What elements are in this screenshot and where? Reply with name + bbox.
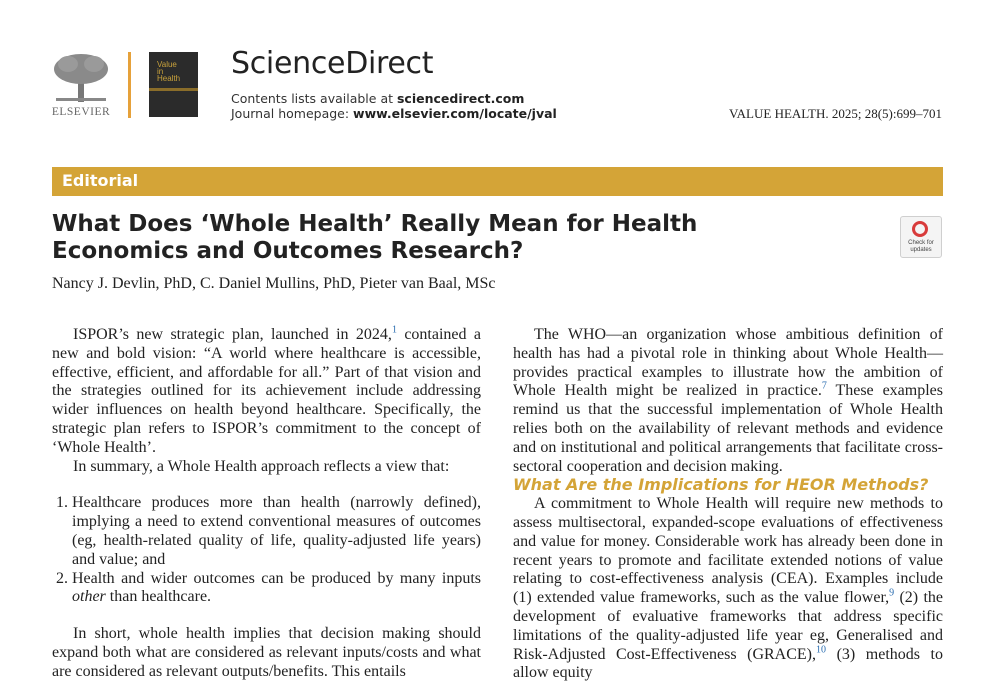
body-column-left: [52, 326, 481, 682]
list-item: 2. Health and wider outcomes can be produced by many inputs other than healthcare.: [72, 570, 481, 608]
journal-homepage-link[interactable]: www.elsevier.com/locate/jval: [353, 106, 557, 121]
paragraph: In summary, a Whole Health approach reflects a view that:: [73, 457, 450, 475]
contents-line: [231, 91, 524, 106]
body-column-right: [513, 326, 943, 683]
article-title: What Does ‘Whole Health’ Really Mean for Health Economics and Outcomes Research?: [52, 211, 698, 264]
numbered-list: [52, 494, 481, 607]
list-item: 1. Healthcare produces more than health (narrowly defined), implying a need to extend conventional measures of outcomes (eg, health-related quality of life, quality-adjusted life years) and value; and: [72, 494, 481, 569]
section-banner: [52, 167, 943, 196]
reference-link[interactable]: 9: [889, 587, 895, 599]
journal-citation: VALUE HEALTH. 2025; 28(5):699–701: [728, 106, 942, 121]
section-heading: What Are the Implications for HEOR Methods?: [513, 475, 929, 495]
check-for-updates-button[interactable]: [900, 216, 942, 258]
journal-cover[interactable]: [149, 52, 198, 117]
sciencedirect-link[interactable]: sciencedirect.com: [396, 91, 525, 106]
homepage-line: [231, 106, 557, 121]
contents-prefix: Contents lists available at: [231, 91, 397, 106]
paragraph: A commitment to Whole Health will require new methods to assess multisectoral, expanded-scope evaluations of effectiveness and value for money. Considerable work has already been done in recent years to promote and facilitate extended notions of value relating to cost-effectiveness analysis (CEA). Examples include (1) extended value frameworks, such as the value flower,$^9$ (2) the development of evaluative frameworks that address specific limitations of the quality-adjusted life year eg, Generalised and Risk-Adjusted Cost-Effectiveness (GRACE),$^{10}$ (3) methods to allow equity: [513, 495, 944, 682]
cover-band: [149, 88, 198, 91]
paragraph: In short, whole health implies that decision making should expand both what are considered as relevant inputs/costs and what are considered as relevant outputs/benefits. This entails: [52, 625, 481, 680]
section-label: Editorial: [62, 171, 139, 190]
author-list: Nancy J. Devlin, PhD, C. Daniel Mullins, PhD, Pieter van Baal, MSc: [52, 275, 496, 292]
check-for-updates-label: Check for updates: [908, 240, 934, 253]
paragraph: ISPOR’s new strategic plan, launched in 2024,$^1$ contained a new and bold vision: “A world where healthcare is accessible, effective, efficient, and affordable for all.” Part of that vision and the strategies outlined for its achievement include addressing wider influences on health beyond healthcare. Specifically, the strategic plan refers to ISPOR’s commitment to the concept of ‘Whole Health’.: [52, 324, 482, 456]
divider: [128, 52, 131, 118]
crossmark-icon: [912, 221, 928, 237]
publisher-name: ELSEVIER: [51, 106, 111, 118]
cover-title: Value in Health: [157, 60, 181, 83]
homepage-prefix: Journal homepage:: [231, 106, 354, 121]
paragraph: The WHO—an organization whose ambitious definition of health has had a pivotal role in thinking about Whole Health—provides practical examples to illustrate how the ambition of Whole Health might be realized in practice.$^7$ These examples remind us that the successful implementation of Whole Health relies both on the availability of relevant methods and evidence and on institutional and political arrangements that facilitate cross-sectoral cooperation and decision making.: [513, 326, 943, 475]
reference-link[interactable]: 7: [821, 381, 827, 393]
reference-link[interactable]: 1: [391, 324, 397, 336]
reference-link[interactable]: 10: [816, 644, 827, 656]
sciencedirect-brand[interactable]: ScienceDirect: [231, 46, 434, 81]
